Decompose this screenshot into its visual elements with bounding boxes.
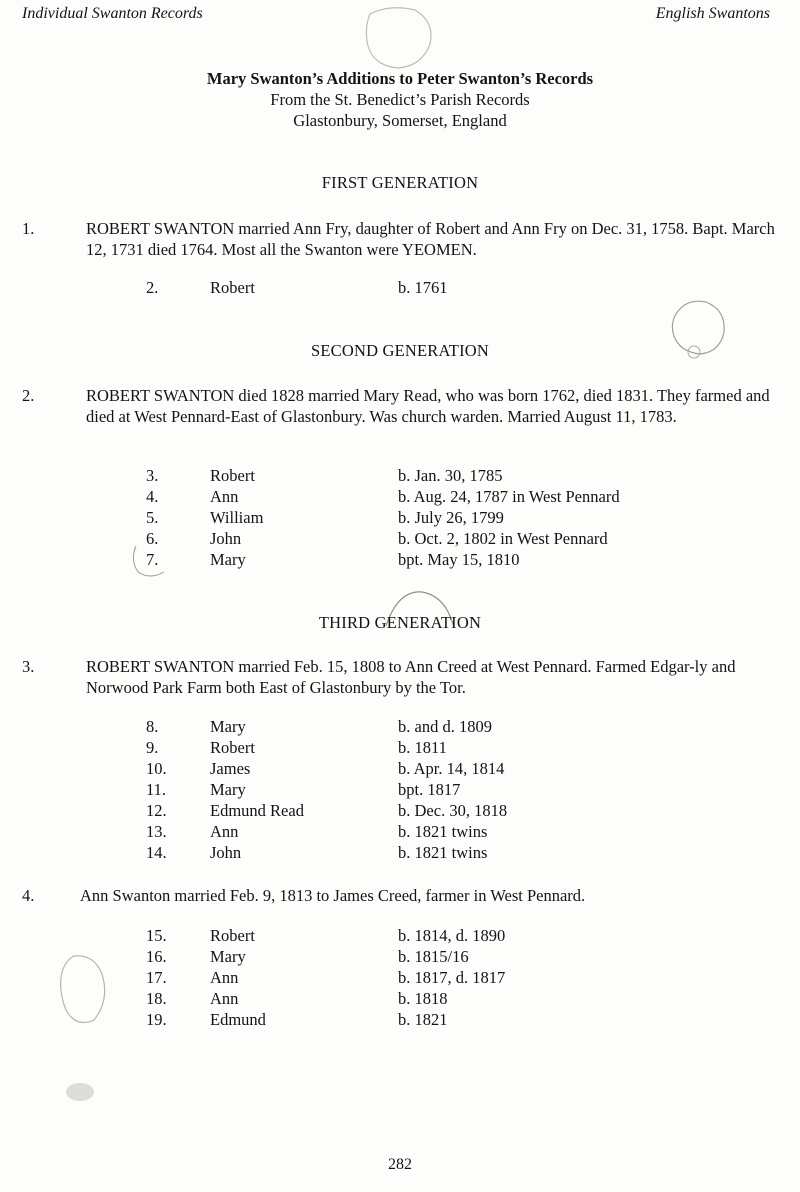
child-info: b. Aug. 24, 1787 in West Pennard	[398, 487, 620, 506]
generation-heading-second: SECOND GENERATION	[310, 341, 490, 360]
child-row	[0, 758, 800, 779]
child-row	[0, 967, 800, 988]
entry-number: 2.	[22, 386, 35, 405]
child-info: b. and d. 1809	[398, 717, 492, 736]
document-title: Mary Swanton’s Additions to Peter Swanton’s Records	[206, 69, 594, 88]
child-number: 8.	[146, 717, 159, 736]
title-block	[0, 68, 800, 131]
child-info: b. 1815/16	[398, 947, 469, 966]
children-list-4	[0, 925, 800, 1030]
child-number: 19.	[146, 1010, 167, 1029]
child-row	[0, 716, 800, 737]
child-name: Mary	[210, 550, 246, 569]
children-list-1	[0, 277, 800, 298]
child-name: Robert	[210, 738, 255, 757]
child-info: b. Apr. 14, 1814	[398, 759, 505, 778]
child-name: Ann	[210, 989, 239, 1008]
child-row	[0, 988, 800, 1009]
child-info: b. 1821 twins	[398, 822, 488, 841]
child-number: 11.	[146, 780, 167, 799]
child-name: John	[210, 529, 242, 548]
child-row	[0, 465, 800, 486]
entry-number: 4.	[22, 886, 35, 905]
child-number: 2.	[146, 278, 159, 297]
header-left: Individual Swanton Records	[22, 5, 203, 22]
child-name: Mary	[210, 780, 246, 799]
child-row	[0, 946, 800, 967]
child-number: 4.	[146, 487, 159, 506]
child-name: John	[210, 843, 242, 862]
child-name: Edmund Read	[210, 801, 304, 820]
child-number: 13.	[146, 822, 167, 841]
generation-heading-first: FIRST GENERATION	[321, 173, 479, 192]
child-number: 16.	[146, 947, 167, 966]
child-row	[0, 1009, 800, 1030]
generation-heading-third: THIRD GENERATION	[318, 613, 482, 632]
child-row	[0, 507, 800, 528]
child-row	[0, 925, 800, 946]
child-number: 5.	[146, 508, 159, 527]
child-name: James	[210, 759, 251, 778]
entry-text: ROBERT SWANTON married Feb. 15, 1808 to Ann Creed at West Pennard. Farmed Edgar-ly and Norwood Park Farm both East of Glastonbury by the Tor.	[86, 657, 736, 697]
child-info: b. 1761	[398, 278, 448, 297]
entry-number: 1.	[22, 219, 35, 238]
child-row	[0, 842, 800, 863]
child-number: 3.	[146, 466, 159, 485]
child-info: b. 1821	[398, 1010, 448, 1029]
children-list-2	[0, 465, 800, 570]
child-name: William	[210, 508, 264, 527]
child-name: Mary	[210, 717, 246, 736]
smudge-bottom-left	[60, 1078, 104, 1108]
header-right: English Swantons	[655, 5, 770, 22]
child-name: Robert	[210, 466, 255, 485]
child-name: Robert	[210, 926, 255, 945]
child-row	[0, 528, 800, 549]
child-info: b. Oct. 2, 1802 in West Pennard	[398, 529, 608, 548]
child-name: Ann	[210, 822, 239, 841]
child-row	[0, 486, 800, 507]
child-info: bpt. 1817	[398, 780, 461, 799]
child-number: 6.	[146, 529, 159, 548]
child-number: 14.	[146, 843, 167, 862]
entry-text: ROBERT SWANTON married Ann Fry, daughter of Robert and Ann Fry on Dec. 31, 1758. Bapt. March 12, 1731 died 1764. Most all the Swanton were YEOMEN.	[86, 219, 775, 259]
child-row	[0, 800, 800, 821]
entry-text: ROBERT SWANTON died 1828 married Mary Read, who was born 1762, died 1831. They farmed and died at West Pennard-East of Glastonbury. Was church warden. Married August 11, 1783.	[86, 386, 770, 426]
child-number: 7.	[146, 550, 159, 569]
child-number: 9.	[146, 738, 159, 757]
child-row	[0, 277, 800, 298]
children-list-3	[0, 716, 800, 863]
child-row	[0, 821, 800, 842]
child-info: b. July 26, 1799	[398, 508, 504, 527]
child-name: Mary	[210, 947, 246, 966]
child-number: 18.	[146, 989, 167, 1008]
child-row	[0, 779, 800, 800]
document-location: Glastonbury, Somerset, England	[293, 111, 507, 130]
child-info: b. 1821 twins	[398, 843, 488, 862]
child-info: b. 1818	[398, 989, 448, 1008]
child-name: Robert	[210, 278, 255, 297]
child-info: b. 1814, d. 1890	[398, 926, 506, 945]
child-number: 12.	[146, 801, 167, 820]
water-stain-top	[360, 4, 438, 74]
child-info: b. 1811	[398, 738, 447, 757]
document-subtitle: From the St. Benedict’s Parish Records	[270, 90, 530, 109]
child-info: b. Dec. 30, 1818	[398, 801, 508, 820]
child-name: Edmund	[210, 1010, 266, 1029]
child-info: b. 1817, d. 1817	[398, 968, 506, 987]
child-row	[0, 737, 800, 758]
child-info: bpt. May 15, 1810	[398, 550, 520, 569]
child-info: b. Jan. 30, 1785	[398, 466, 503, 485]
child-name: Ann	[210, 968, 239, 987]
child-number: 17.	[146, 968, 167, 987]
child-row	[0, 549, 800, 570]
entry-text: Ann Swanton married Feb. 9, 1813 to James Creed, farmer in West Pennard.	[80, 886, 586, 905]
entry-number: 3.	[22, 657, 35, 676]
child-number: 10.	[146, 759, 167, 778]
page-number: 282	[388, 1156, 412, 1173]
child-number: 15.	[146, 926, 167, 945]
child-name: Ann	[210, 487, 239, 506]
